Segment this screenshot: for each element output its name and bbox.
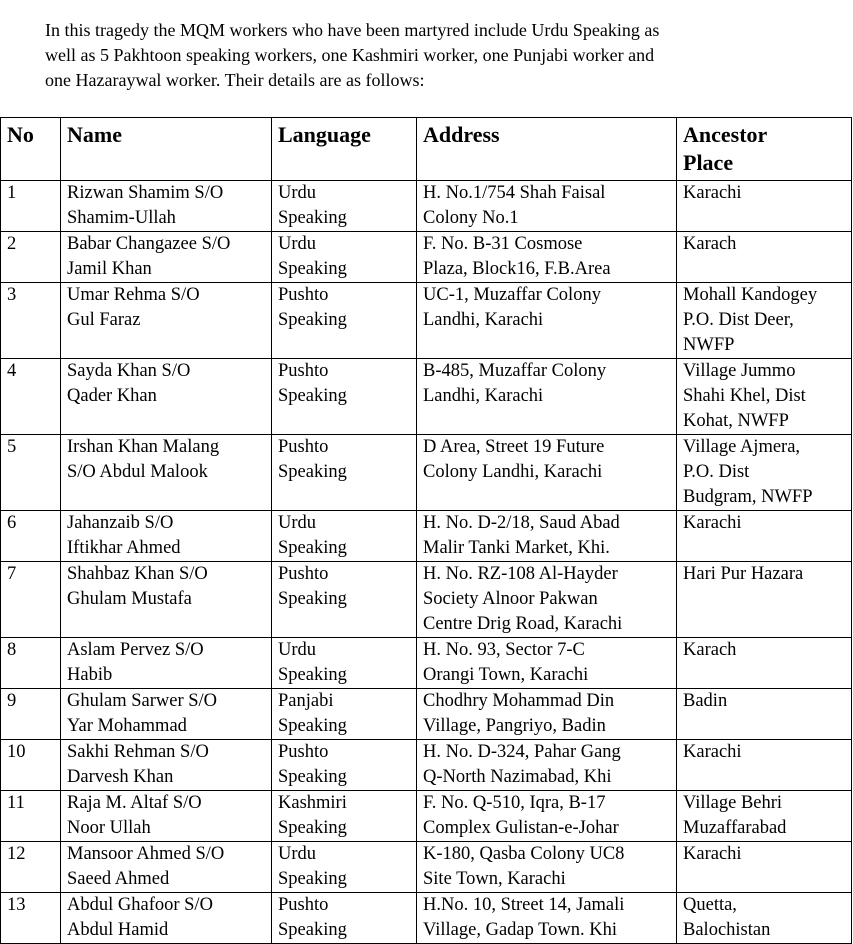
cell-ancestor-place-line: Village Ajmera, <box>683 437 801 457</box>
table-row <box>1 638 852 689</box>
header-ancestor-place <box>677 118 852 181</box>
cell-address <box>417 791 677 842</box>
cell-language-line: Speaking <box>278 665 347 685</box>
cell-address <box>417 689 677 740</box>
cell-address-line: Landhi, Karachi <box>423 386 544 406</box>
cell-ancestor-place-line: Karachi <box>683 742 742 762</box>
cell-ancestor-place <box>677 435 852 511</box>
table-row <box>1 359 852 435</box>
cell-address-line: H. No. D-324, Pahar Gang <box>423 742 621 762</box>
cell-ancestor-place-line: Village Behri <box>683 793 783 813</box>
cell-name-line: Iftikhar Ahmed <box>67 538 181 558</box>
cell-name-line: Gul Faraz <box>67 310 141 330</box>
cell-language-line: Speaking <box>278 869 347 889</box>
cell-no: 8 <box>1 638 61 689</box>
cell-ancestor-place-line: Balochistan <box>683 920 771 940</box>
cell-language-line: Urdu <box>278 844 317 864</box>
cell-language-line: Speaking <box>278 716 347 736</box>
cell-name-line: Abdul Hamid <box>67 920 169 940</box>
cell-name <box>61 181 272 232</box>
cell-ancestor-place-line: P.O. Dist Deer, <box>683 310 794 330</box>
cell-ancestor-place <box>677 740 852 791</box>
cell-ancestor-place <box>677 232 852 283</box>
cell-name <box>61 893 272 944</box>
cell-ancestor-place-line: Karachi <box>683 513 742 533</box>
cell-ancestor-place-line: Kohat, NWFP <box>683 411 789 431</box>
header-no: No <box>1 118 61 181</box>
cell-name <box>61 842 272 893</box>
intro-line: one Hazaraywal worker. Their details are as follows: <box>45 70 425 90</box>
cell-ancestor-place-line: Hari Pur Hazara <box>683 564 804 584</box>
cell-address <box>417 283 677 359</box>
cell-address <box>417 842 677 893</box>
cell-ancestor-place <box>677 893 852 944</box>
cell-address-line: Chodhry Mohammad Din <box>423 691 615 711</box>
cell-name-line: Sayda Khan S/O <box>67 361 191 381</box>
cell-ancestor-place-line: Muzaffarabad <box>683 818 787 838</box>
cell-address-line: K-180, Qasba Colony UC8 <box>423 844 625 864</box>
cell-address-line: Society Alnoor Pakwan <box>423 589 598 609</box>
cell-ancestor-place <box>677 791 852 842</box>
cell-name-line: Shamim-Ullah <box>67 208 176 228</box>
cell-address-line: Colony No.1 <box>423 208 519 228</box>
cell-language <box>272 791 417 842</box>
cell-address-line: H. No.1/754 Shah Faisal <box>423 183 606 203</box>
intro-line: well as 5 Pakhtoon speaking workers, one Kashmiri worker, one Punjabi worker and <box>45 45 655 65</box>
intro-line: In this tragedy the MQM workers who have been martyred include Urdu Speaking as <box>45 20 660 40</box>
cell-no: 10 <box>1 740 61 791</box>
header-language: Language <box>272 118 417 181</box>
table-row <box>1 511 852 562</box>
cell-address-line: H.No. 10, Street 14, Jamali <box>423 895 625 915</box>
cell-ancestor-place-line: Badin <box>683 691 728 711</box>
cell-language-line: Speaking <box>278 538 347 558</box>
cell-name <box>61 689 272 740</box>
cell-language <box>272 181 417 232</box>
cell-language <box>272 283 417 359</box>
cell-ancestor-place-line: Karach <box>683 640 737 660</box>
cell-ancestor-place <box>677 181 852 232</box>
cell-language-line: Panjabi <box>278 691 334 711</box>
workers-table <box>0 117 852 944</box>
cell-no: 7 <box>1 562 61 638</box>
cell-address-line: D Area, Street 19 Future <box>423 437 605 457</box>
cell-address-line: H. No. RZ-108 Al-Hayder <box>423 564 618 584</box>
cell-name-line: Habib <box>67 665 113 685</box>
cell-language-line: Urdu <box>278 640 317 660</box>
cell-ancestor-place <box>677 562 852 638</box>
cell-name-line: Qader Khan <box>67 386 157 406</box>
cell-name-line: Irshan Khan Malang <box>67 437 220 457</box>
cell-ancestor-place <box>677 638 852 689</box>
cell-ancestor-place-line: Karachi <box>683 183 742 203</box>
cell-language-line: Speaking <box>278 767 347 787</box>
cell-ancestor-place-line: Mohall Kandogey <box>683 285 818 305</box>
cell-address-line: Centre Drig Road, Karachi <box>423 614 623 634</box>
cell-language <box>272 435 417 511</box>
cell-language-line: Urdu <box>278 183 317 203</box>
cell-ancestor-place-line: Budgram, NWFP <box>683 487 813 507</box>
cell-address-line: H. No. 93, Sector 7-C <box>423 640 585 660</box>
header-address: Address <box>417 118 677 181</box>
cell-name-line: Ghulam Sarwer S/O <box>67 691 218 711</box>
cell-address-line: Malir Tanki Market, Khi. <box>423 538 610 558</box>
cell-ancestor-place-line: Karachi <box>683 844 742 864</box>
table-row <box>1 435 852 511</box>
cell-address <box>417 435 677 511</box>
cell-no: 1 <box>1 181 61 232</box>
cell-address <box>417 638 677 689</box>
cell-language <box>272 740 417 791</box>
cell-name <box>61 359 272 435</box>
cell-language <box>272 232 417 283</box>
cell-address <box>417 359 677 435</box>
cell-address-line: F. No. Q-510, Iqra, B-17 <box>423 793 606 813</box>
cell-name <box>61 638 272 689</box>
cell-address-line: H. No. D-2/18, Saud Abad <box>423 513 620 533</box>
cell-language-line: Pushto <box>278 564 329 584</box>
header-ancestor-line: Place <box>683 150 734 175</box>
cell-ancestor-place <box>677 842 852 893</box>
cell-no: 9 <box>1 689 61 740</box>
cell-no: 6 <box>1 511 61 562</box>
cell-language-line: Speaking <box>278 818 347 838</box>
cell-language-line: Urdu <box>278 513 317 533</box>
cell-ancestor-place-line: Village Jummo <box>683 361 796 381</box>
cell-name <box>61 232 272 283</box>
cell-no: 2 <box>1 232 61 283</box>
cell-address-line: Q-North Nazimabad, Khi <box>423 767 612 787</box>
cell-address-line: F. No. B-31 Cosmose <box>423 234 583 254</box>
cell-ancestor-place <box>677 689 852 740</box>
cell-name <box>61 791 272 842</box>
cell-name-line: Rizwan Shamim S/O <box>67 183 224 203</box>
cell-address <box>417 511 677 562</box>
cell-address <box>417 740 677 791</box>
cell-language-line: Kashmiri <box>278 793 347 813</box>
cell-language-line: Speaking <box>278 208 347 228</box>
intro-paragraph <box>45 18 835 93</box>
cell-language-line: Speaking <box>278 589 347 609</box>
table-header-row <box>1 118 852 181</box>
cell-address-line: Landhi, Karachi <box>423 310 544 330</box>
cell-ancestor-place <box>677 511 852 562</box>
cell-name <box>61 562 272 638</box>
cell-name-line: Sakhi Rehman S/O <box>67 742 209 762</box>
cell-name-line: Jahanzaib S/O <box>67 513 174 533</box>
cell-address-line: Orangi Town, Karachi <box>423 665 589 685</box>
cell-address-line: Complex Gulistan-e-Johar <box>423 818 619 838</box>
cell-name-line: Mansoor Ahmed S/O <box>67 844 225 864</box>
cell-no: 12 <box>1 842 61 893</box>
cell-address-line: Site Town, Karachi <box>423 869 566 889</box>
cell-name-line: Noor Ullah <box>67 818 151 838</box>
cell-name <box>61 283 272 359</box>
table-row <box>1 740 852 791</box>
cell-no: 3 <box>1 283 61 359</box>
cell-name-line: S/O Abdul Malook <box>67 462 208 482</box>
table-row <box>1 562 852 638</box>
cell-name <box>61 435 272 511</box>
cell-name-line: Saeed Ahmed <box>67 869 170 889</box>
cell-language <box>272 359 417 435</box>
table-row <box>1 842 852 893</box>
cell-language <box>272 511 417 562</box>
cell-ancestor-place-line: Shahi Khel, Dist <box>683 386 806 406</box>
cell-language-line: Speaking <box>278 310 347 330</box>
header-name: Name <box>61 118 272 181</box>
cell-name-line: Raja M. Altaf S/O <box>67 793 202 813</box>
cell-language <box>272 689 417 740</box>
cell-address <box>417 232 677 283</box>
cell-language-line: Pushto <box>278 437 329 457</box>
cell-address <box>417 181 677 232</box>
cell-language-line: Speaking <box>278 386 347 406</box>
cell-language-line: Speaking <box>278 462 347 482</box>
cell-language <box>272 842 417 893</box>
header-ancestor-line: Ancestor <box>683 122 768 147</box>
table-row <box>1 893 852 944</box>
cell-name-line: Umar Rehma S/O <box>67 285 200 305</box>
cell-language-line: Speaking <box>278 259 347 279</box>
cell-name-line: Aslam Pervez S/O <box>67 640 204 660</box>
cell-address-line: B-485, Muzaffar Colony <box>423 361 607 381</box>
cell-language-line: Urdu <box>278 234 317 254</box>
cell-name-line: Shahbaz Khan S/O <box>67 564 208 584</box>
table-row <box>1 232 852 283</box>
cell-ancestor-place-line: Quetta, <box>683 895 737 915</box>
table-body <box>1 181 852 944</box>
cell-name-line: Babar Changazee S/O <box>67 234 231 254</box>
cell-name-line: Yar Mohammad <box>67 716 187 736</box>
cell-address <box>417 562 677 638</box>
cell-language-line: Pushto <box>278 895 329 915</box>
cell-ancestor-place-line: NWFP <box>683 335 735 355</box>
cell-name-line: Darvesh Khan <box>67 767 174 787</box>
cell-no: 4 <box>1 359 61 435</box>
table-row <box>1 689 852 740</box>
cell-address-line: UC-1, Muzaffar Colony <box>423 285 601 305</box>
cell-language-line: Pushto <box>278 285 329 305</box>
cell-language <box>272 893 417 944</box>
cell-address-line: Village, Pangriyo, Badin <box>423 716 606 736</box>
cell-ancestor-place <box>677 283 852 359</box>
cell-name <box>61 740 272 791</box>
cell-ancestor-place-line: P.O. Dist <box>683 462 750 482</box>
cell-name <box>61 511 272 562</box>
cell-language-line: Speaking <box>278 920 347 940</box>
cell-address-line: Village, Gadap Town. Khi <box>423 920 618 940</box>
cell-language <box>272 562 417 638</box>
cell-ancestor-place-line: Karach <box>683 234 737 254</box>
cell-ancestor-place <box>677 359 852 435</box>
cell-no: 11 <box>1 791 61 842</box>
table-row <box>1 181 852 232</box>
cell-address-line: Plaza, Block16, F.B.Area <box>423 259 611 279</box>
cell-name-line: Ghulam Mustafa <box>67 589 192 609</box>
cell-address-line: Colony Landhi, Karachi <box>423 462 603 482</box>
cell-name-line: Jamil Khan <box>67 259 152 279</box>
cell-language-line: Pushto <box>278 361 329 381</box>
table-row <box>1 283 852 359</box>
cell-language <box>272 638 417 689</box>
table-row <box>1 791 852 842</box>
cell-no: 13 <box>1 893 61 944</box>
cell-address <box>417 893 677 944</box>
cell-name-line: Abdul Ghafoor S/O <box>67 895 213 915</box>
cell-no: 5 <box>1 435 61 511</box>
cell-language-line: Pushto <box>278 742 329 762</box>
